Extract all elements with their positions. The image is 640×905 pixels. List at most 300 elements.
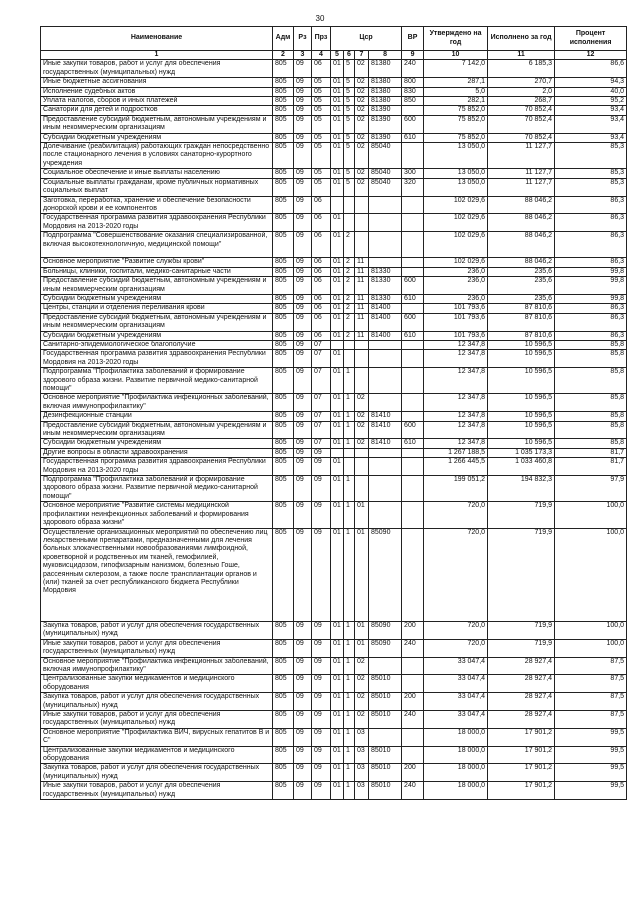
row-csr-subprogram: 1 (344, 764, 355, 782)
row-csr-subprogram: 1 (344, 439, 355, 448)
row-prz: 06 (312, 304, 331, 313)
row-prz: 05 (312, 115, 331, 133)
row-csr-direction: 85010 (369, 693, 402, 711)
row-csr-direction: 81380 (369, 60, 402, 78)
row-name: Иные закупки товаров, работ и услуг для обеспечения государственных (муниципальных) нужд (41, 60, 273, 78)
table-row (41, 78, 627, 87)
row-prz: 06 (312, 277, 331, 295)
row-csr-event: 02 (355, 439, 369, 448)
row-adm: 805 (273, 115, 294, 133)
row-csr-subprogram (344, 350, 355, 368)
row-csr-subprogram: 1 (344, 528, 355, 621)
row-execution-percent: 86,3 (555, 331, 627, 340)
row-rz: 09 (294, 710, 312, 728)
row-vr: 850 (402, 97, 424, 106)
row-vr: 610 (402, 133, 424, 142)
table-row (41, 277, 627, 295)
row-approved-amount: 720,0 (424, 502, 488, 528)
row-vr (402, 675, 424, 693)
row-execution-percent: 100,0 (555, 502, 627, 528)
row-name: Субсидии бюджетным учреждениям (41, 294, 273, 303)
row-vr: 600 (402, 277, 424, 295)
row-execution-percent: 85,8 (555, 412, 627, 421)
row-csr-program: 01 (331, 350, 344, 368)
row-csr-event: 11 (355, 331, 369, 340)
row-csr-subprogram: 1 (344, 421, 355, 439)
row-approved-amount: 75 852,0 (424, 106, 488, 115)
row-adm: 805 (273, 232, 294, 258)
row-csr-subprogram: 2 (344, 313, 355, 331)
row-approved-amount: 18 000,0 (424, 764, 488, 782)
row-execution-percent: 85,3 (555, 178, 627, 196)
row-csr-subprogram: 1 (344, 675, 355, 693)
row-adm: 805 (273, 143, 294, 169)
row-adm: 805 (273, 621, 294, 639)
row-csr-event: 02 (355, 657, 369, 675)
row-prz: 09 (312, 710, 331, 728)
table-row (41, 87, 627, 96)
table-row (41, 267, 627, 276)
row-csr-subprogram: 2 (344, 232, 355, 258)
row-csr-program (331, 340, 344, 349)
row-adm: 805 (273, 476, 294, 502)
row-csr-program: 01 (331, 728, 344, 746)
table-row (41, 458, 627, 476)
row-execution-percent: 100,0 (555, 639, 627, 657)
row-approved-amount: 101 793,6 (424, 313, 488, 331)
row-adm: 805 (273, 133, 294, 142)
row-rz: 09 (294, 693, 312, 711)
row-rz: 09 (294, 143, 312, 169)
row-csr-program: 01 (331, 214, 344, 232)
row-name: Закупка товаров, работ и услуг для обеспечения государственных (муниципальных) нужд (41, 764, 273, 782)
row-csr-direction (369, 258, 402, 267)
row-name: Основное мероприятие "Профилактика инфекционных заболеваний, включая иммунопрофилактику" (41, 394, 273, 412)
row-prz: 05 (312, 87, 331, 96)
row-csr-direction: 81390 (369, 115, 402, 133)
row-adm: 805 (273, 340, 294, 349)
table-row (41, 340, 627, 349)
row-vr (402, 448, 424, 457)
row-executed-amount: 70 852,4 (488, 115, 555, 133)
row-csr-program: 01 (331, 782, 344, 800)
row-approved-amount: 18 000,0 (424, 728, 488, 746)
row-csr-program: 01 (331, 476, 344, 502)
row-executed-amount: 719,9 (488, 502, 555, 528)
row-prz: 05 (312, 106, 331, 115)
row-executed-amount: 11 127,7 (488, 143, 555, 169)
row-executed-amount: 70 852,4 (488, 133, 555, 142)
row-vr: 610 (402, 331, 424, 340)
row-vr: 240 (402, 60, 424, 78)
row-execution-percent: 94,3 (555, 78, 627, 87)
header-plan: Утверждено на год (424, 27, 488, 51)
row-adm: 805 (273, 728, 294, 746)
column-number: 11 (488, 51, 555, 60)
row-approved-amount: 13 050,0 (424, 169, 488, 178)
row-adm: 805 (273, 710, 294, 728)
row-prz: 07 (312, 350, 331, 368)
row-adm: 805 (273, 214, 294, 232)
table-row (41, 232, 627, 258)
row-name: Долечивание (реабилитация) работающих граждан непосредственно после стационарного лечения в условиях санаторно-курортного учреждения (41, 143, 273, 169)
row-vr: 320 (402, 178, 424, 196)
row-vr (402, 350, 424, 368)
row-prz: 05 (312, 97, 331, 106)
row-adm: 805 (273, 97, 294, 106)
row-vr (402, 106, 424, 115)
row-adm: 805 (273, 294, 294, 303)
row-executed-amount: 10 596,5 (488, 421, 555, 439)
row-execution-percent: 99,5 (555, 746, 627, 764)
row-rz: 09 (294, 458, 312, 476)
row-csr-event: 02 (355, 115, 369, 133)
row-name: Иные бюджетные ассигнования (41, 78, 273, 87)
budget-table (40, 26, 627, 800)
row-csr-subprogram (344, 458, 355, 476)
row-csr-program: 01 (331, 675, 344, 693)
row-prz: 09 (312, 746, 331, 764)
row-rz: 09 (294, 60, 312, 78)
row-csr-event (355, 214, 369, 232)
row-prz: 06 (312, 60, 331, 78)
row-rz: 09 (294, 277, 312, 295)
table-row (41, 106, 627, 115)
row-adm: 805 (273, 782, 294, 800)
row-csr-program (331, 196, 344, 214)
row-approved-amount: 12 347,8 (424, 394, 488, 412)
row-prz: 07 (312, 340, 331, 349)
column-number: 9 (402, 51, 424, 60)
row-executed-amount: 28 927,4 (488, 710, 555, 728)
row-adm: 805 (273, 764, 294, 782)
row-execution-percent: 85,8 (555, 421, 627, 439)
row-csr-direction (369, 196, 402, 214)
row-rz: 09 (294, 258, 312, 267)
row-csr-program: 01 (331, 710, 344, 728)
row-name: Основное мероприятие "Профилактика инфекционных заболеваний, включая иммунопрофилактику" (41, 657, 273, 675)
row-execution-percent: 93,4 (555, 106, 627, 115)
table-row (41, 439, 627, 448)
row-name: Больницы, клиники, госпитали, медико-санитарные части (41, 267, 273, 276)
row-execution-percent: 87,5 (555, 675, 627, 693)
row-execution-percent: 85,8 (555, 368, 627, 394)
row-execution-percent: 93,4 (555, 115, 627, 133)
row-csr-program: 01 (331, 304, 344, 313)
row-vr (402, 394, 424, 412)
row-csr-direction (369, 728, 402, 746)
row-csr-program: 01 (331, 746, 344, 764)
row-csr-subprogram: 5 (344, 78, 355, 87)
row-adm: 805 (273, 675, 294, 693)
row-prz: 06 (312, 294, 331, 303)
row-prz: 09 (312, 448, 331, 457)
row-adm: 805 (273, 502, 294, 528)
header-percent: Процент исполнения (555, 27, 627, 51)
row-name: Иные закупки товаров, работ и услуг для обеспечения государственных (муниципальных) нужд (41, 710, 273, 728)
row-csr-direction (369, 458, 402, 476)
row-executed-amount: 17 901,2 (488, 764, 555, 782)
row-rz: 09 (294, 178, 312, 196)
row-csr-direction (369, 340, 402, 349)
table-row (41, 782, 627, 800)
row-csr-direction: 85040 (369, 178, 402, 196)
row-adm: 805 (273, 87, 294, 96)
row-adm: 805 (273, 421, 294, 439)
row-name: Субсидии бюджетным учреждениям (41, 439, 273, 448)
row-rz: 09 (294, 232, 312, 258)
row-executed-amount: 719,9 (488, 528, 555, 621)
row-prz: 09 (312, 657, 331, 675)
row-rz: 09 (294, 304, 312, 313)
row-rz: 09 (294, 97, 312, 106)
row-approved-amount: 12 347,8 (424, 439, 488, 448)
row-approved-amount: 720,0 (424, 639, 488, 657)
column-number: 2 (273, 51, 294, 60)
row-name: Социальное обеспечение и иные выплаты населению (41, 169, 273, 178)
row-rz: 09 (294, 439, 312, 448)
row-csr-direction: 81380 (369, 87, 402, 96)
row-csr-event (355, 368, 369, 394)
row-vr (402, 502, 424, 528)
row-executed-amount: 88 046,2 (488, 214, 555, 232)
row-csr-event: 02 (355, 106, 369, 115)
row-csr-event: 11 (355, 294, 369, 303)
row-approved-amount: 102 029,6 (424, 196, 488, 214)
header-csr: Цср (331, 27, 402, 51)
row-adm: 805 (273, 196, 294, 214)
row-executed-amount: 10 596,5 (488, 412, 555, 421)
row-rz: 09 (294, 728, 312, 746)
row-name: Дезинфекционные станции (41, 412, 273, 421)
row-adm: 805 (273, 267, 294, 276)
row-executed-amount: 88 046,2 (488, 232, 555, 258)
row-rz: 09 (294, 639, 312, 657)
row-name: Подпрограмма "Профилактика заболеваний и формирование здорового образа жизни. Развитие первичной медико-санитарной помощи" (41, 368, 273, 394)
row-csr-subprogram: 2 (344, 277, 355, 295)
row-csr-event: 11 (355, 277, 369, 295)
table-row (41, 60, 627, 78)
row-csr-direction (369, 394, 402, 412)
table-row (41, 133, 627, 142)
row-csr-subprogram: 1 (344, 476, 355, 502)
row-csr-direction: 81400 (369, 313, 402, 331)
row-csr-subprogram: 1 (344, 639, 355, 657)
row-csr-event: 03 (355, 746, 369, 764)
table-row (41, 143, 627, 169)
row-csr-program: 01 (331, 87, 344, 96)
row-vr: 800 (402, 78, 424, 87)
row-prz: 06 (312, 267, 331, 276)
row-csr-event: 03 (355, 782, 369, 800)
row-name: Закупка товаров, работ и услуг для обеспечения государственных (муниципальных) нужд (41, 621, 273, 639)
row-name: Государственная программа развития здравоохранения Республики Мордовия на 2013-2020 годы (41, 458, 273, 476)
row-name: Основное мероприятие "Профилактика ВИЧ, вирусных гепатитов В и С" (41, 728, 273, 746)
table-row (41, 331, 627, 340)
row-csr-subprogram: 1 (344, 728, 355, 746)
row-executed-amount: 2,0 (488, 87, 555, 96)
row-approved-amount: 12 347,8 (424, 368, 488, 394)
row-prz: 06 (312, 258, 331, 267)
row-execution-percent: 86,3 (555, 313, 627, 331)
row-vr: 200 (402, 621, 424, 639)
row-csr-program: 01 (331, 693, 344, 711)
row-adm: 805 (273, 639, 294, 657)
table-row (41, 368, 627, 394)
row-prz: 09 (312, 528, 331, 621)
row-name: Заготовка, переработка, хранение и обеспечение безопасности донорской крови и ее компонентов (41, 196, 273, 214)
row-adm: 805 (273, 657, 294, 675)
row-rz: 09 (294, 267, 312, 276)
row-prz: 06 (312, 232, 331, 258)
row-approved-amount: 282,1 (424, 97, 488, 106)
table-row (41, 621, 627, 639)
row-name: Иные закупки товаров, работ и услуг для обеспечения государственных (муниципальных) нужд (41, 639, 273, 657)
table-row (41, 710, 627, 728)
row-executed-amount: 10 596,5 (488, 350, 555, 368)
table-row (41, 657, 627, 675)
row-rz: 09 (294, 78, 312, 87)
row-csr-subprogram: 1 (344, 394, 355, 412)
row-csr-event: 11 (355, 304, 369, 313)
row-name: Субсидии бюджетным учреждениям (41, 133, 273, 142)
row-approved-amount: 12 347,8 (424, 421, 488, 439)
row-csr-event: 02 (355, 178, 369, 196)
row-execution-percent: 86,3 (555, 258, 627, 267)
row-csr-program: 01 (331, 78, 344, 87)
row-execution-percent: 85,8 (555, 350, 627, 368)
row-adm: 805 (273, 60, 294, 78)
row-adm: 805 (273, 693, 294, 711)
row-prz: 05 (312, 143, 331, 169)
row-execution-percent: 85,3 (555, 143, 627, 169)
row-csr-event (355, 340, 369, 349)
row-csr-direction: 81330 (369, 294, 402, 303)
row-csr-direction: 81380 (369, 78, 402, 87)
column-number: 8 (369, 51, 402, 60)
table-row (41, 350, 627, 368)
row-csr-direction: 85010 (369, 675, 402, 693)
row-csr-subprogram: 1 (344, 693, 355, 711)
header-fact: Исполнено за год (488, 27, 555, 51)
row-csr-direction (369, 214, 402, 232)
row-approved-amount: 102 029,6 (424, 232, 488, 258)
row-executed-amount: 235,6 (488, 277, 555, 295)
row-csr-program: 01 (331, 412, 344, 421)
table-row (41, 746, 627, 764)
row-csr-subprogram: 5 (344, 169, 355, 178)
row-csr-direction: 85010 (369, 746, 402, 764)
row-executed-amount: 28 927,4 (488, 657, 555, 675)
column-number: 7 (355, 51, 369, 60)
row-csr-event: 01 (355, 528, 369, 621)
table-row (41, 502, 627, 528)
row-adm: 805 (273, 368, 294, 394)
row-adm: 805 (273, 394, 294, 412)
row-rz: 09 (294, 331, 312, 340)
row-csr-event: 03 (355, 764, 369, 782)
row-vr (402, 196, 424, 214)
row-name: Исполнение судебных актов (41, 87, 273, 96)
row-csr-event: 01 (355, 502, 369, 528)
row-execution-percent: 93,4 (555, 133, 627, 142)
row-approved-amount: 101 793,6 (424, 331, 488, 340)
row-prz: 09 (312, 502, 331, 528)
row-approved-amount: 33 047,4 (424, 657, 488, 675)
table-row (41, 313, 627, 331)
row-csr-direction (369, 232, 402, 258)
row-name: Закупка товаров, работ и услуг для обеспечения государственных (муниципальных) нужд (41, 693, 273, 711)
row-csr-subprogram: 1 (344, 412, 355, 421)
row-rz: 09 (294, 782, 312, 800)
row-csr-subprogram: 5 (344, 97, 355, 106)
row-approved-amount: 199 051,2 (424, 476, 488, 502)
row-csr-subprogram (344, 214, 355, 232)
row-vr (402, 340, 424, 349)
row-approved-amount: 12 347,8 (424, 412, 488, 421)
row-vr: 240 (402, 782, 424, 800)
row-approved-amount: 12 347,8 (424, 340, 488, 349)
row-name: Подпрограмма "Профилактика заболеваний и формирование здорового образа жизни. Развитие первичной медико-санитарной помощи" (41, 476, 273, 502)
row-csr-direction: 81380 (369, 97, 402, 106)
row-name: Уплата налогов, сборов и иных платежей (41, 97, 273, 106)
row-execution-percent: 99,8 (555, 277, 627, 295)
row-executed-amount: 268,7 (488, 97, 555, 106)
row-csr-direction (369, 448, 402, 457)
row-vr: 600 (402, 115, 424, 133)
row-rz: 09 (294, 621, 312, 639)
table-row (41, 304, 627, 313)
row-rz: 09 (294, 350, 312, 368)
row-csr-direction: 85010 (369, 782, 402, 800)
row-rz: 09 (294, 764, 312, 782)
row-csr-event: 02 (355, 412, 369, 421)
row-csr-direction (369, 368, 402, 394)
row-name: Осуществление организационных мероприятий по обеспечению лиц лекарственными препаратами, предназначенными для лечения больных злокачественными новообразованиями лимфоидной, кроветворной и родственных им тканей, гемофилией, муковисцидозом, гипофизарным нанизмом, болезнью Гоше, рассеянным склерозом, а также после трансплантации органов и (или) тканей за счет республиканского бюджета Республики Мордовия (41, 528, 273, 621)
row-execution-percent: 86,3 (555, 196, 627, 214)
row-prz: 06 (312, 313, 331, 331)
row-rz: 09 (294, 448, 312, 457)
row-vr (402, 412, 424, 421)
row-csr-subprogram: 5 (344, 178, 355, 196)
row-rz: 09 (294, 657, 312, 675)
row-csr-program: 01 (331, 394, 344, 412)
row-csr-event: 02 (355, 675, 369, 693)
row-rz: 09 (294, 106, 312, 115)
row-prz: 09 (312, 621, 331, 639)
row-adm: 805 (273, 277, 294, 295)
row-vr (402, 458, 424, 476)
row-name: Основное мероприятие "Развитие системы медицинской профилактики неинфекционных заболеваний и формирования здорового образа жизни" (41, 502, 273, 528)
row-rz: 09 (294, 169, 312, 178)
row-name: Предоставление субсидий бюджетным, автономным учреждениям и иным некоммерческим организациям (41, 313, 273, 331)
row-execution-percent: 100,0 (555, 528, 627, 621)
row-csr-direction: 81410 (369, 412, 402, 421)
column-number: 4 (312, 51, 331, 60)
row-csr-direction: 85040 (369, 143, 402, 169)
row-csr-subprogram: 1 (344, 368, 355, 394)
page-number: 30 (315, 14, 325, 23)
row-rz: 09 (294, 502, 312, 528)
row-prz: 07 (312, 394, 331, 412)
row-approved-amount: 75 852,0 (424, 133, 488, 142)
table-row (41, 693, 627, 711)
row-adm: 805 (273, 106, 294, 115)
row-prz: 09 (312, 639, 331, 657)
row-csr-event (355, 350, 369, 368)
row-executed-amount: 17 901,2 (488, 746, 555, 764)
row-csr-direction: 81410 (369, 421, 402, 439)
